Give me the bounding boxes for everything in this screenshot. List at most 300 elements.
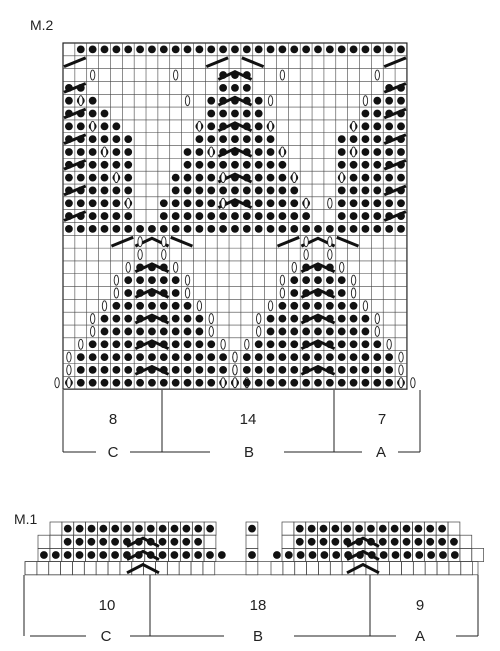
purl-dot [207,379,215,387]
yarn-over-symbol [126,262,130,272]
purl-dot [206,551,214,559]
purl-dot [172,353,180,361]
purl-dot [195,199,203,207]
purl-dot [373,110,381,118]
purl-dot [362,353,370,361]
purl-dot [112,46,120,54]
yarn-over-symbol [399,365,403,375]
yarn-over-symbol [233,365,237,375]
purl-dot [160,302,168,310]
purl-dot [182,538,190,546]
purl-dot [279,174,287,182]
purl-dot [308,525,316,533]
purl-dot [182,551,190,559]
purl-dot [76,525,84,533]
purl-dot [89,340,97,348]
purl-dot [172,225,180,233]
purl-dot [65,97,73,105]
purl-dot [136,276,144,284]
purl-dot [338,161,346,169]
yarn-over-symbol [351,147,355,157]
purl-dot [314,379,322,387]
purl-dot [219,84,227,92]
purl-dot [279,302,287,310]
double-decrease-symbol [127,551,159,559]
purl-dot [373,379,381,387]
purl-dot [184,161,192,169]
purl-dot [326,379,334,387]
purl-dot [331,525,339,533]
purl-dot [255,379,263,387]
purl-dot [89,199,97,207]
purl-dot [267,328,275,336]
purl-dot [124,315,132,323]
purl-dot [207,353,215,361]
yarn-over-symbol [102,147,106,157]
purl-dot [255,135,263,143]
purl-dot [255,212,263,220]
purl-dot [338,289,346,297]
purl-dot [195,328,203,336]
purl-dot [392,551,400,559]
purl-dot [77,225,85,233]
yarn-over-symbol [173,70,177,80]
purl-dot [373,46,381,54]
yarn-over-symbol [185,288,189,298]
purl-dot [124,46,132,54]
purl-dot [148,276,156,284]
grid-cell [84,562,96,575]
purl-dot [219,187,227,195]
purl-dot [99,551,107,559]
purl-dot [89,174,97,182]
purl-dot [296,525,304,533]
purl-dot [184,302,192,310]
purl-dot [391,538,399,546]
purl-dot [184,353,192,361]
purl-dot [338,379,346,387]
purl-dot [379,525,387,533]
purl-dot [112,328,120,336]
purl-dot [362,46,370,54]
purl-dot [331,538,339,546]
m1-section-b: B [252,628,264,645]
purl-dot [231,84,239,92]
purl-dot [124,289,132,297]
purl-dot [148,353,156,361]
purl-dot [101,315,109,323]
purl-dot [362,315,370,323]
purl-dot [194,538,202,546]
purl-dot [273,551,281,559]
purl-dot [279,379,287,387]
purl-dot [219,353,227,361]
grid-cell [390,562,402,575]
purl-dot [207,97,215,105]
grid-cell [108,562,120,575]
yarn-over-symbol [185,275,189,285]
purl-dot [243,366,251,374]
purl-dot [385,148,393,156]
yarn-over-symbol [67,352,71,362]
purl-dot [112,302,120,310]
grid-cell [25,562,478,575]
purl-dot [148,302,156,310]
purl-dot [362,135,370,143]
yarn-over-symbol [221,378,225,388]
yarn-over-symbol [55,378,59,388]
purl-dot [99,525,107,533]
grid-cell [203,562,215,575]
purl-dot [343,525,351,533]
m2-section-c: C [107,444,119,461]
purl-dot [124,379,132,387]
purl-dot [350,302,358,310]
purl-dot [290,315,298,323]
purl-dot [243,84,251,92]
purl-dot [350,366,358,374]
purl-dot [87,551,95,559]
yarn-over-symbol [375,326,379,336]
yarn-over-symbol [221,198,225,208]
purl-dot [172,212,180,220]
purl-dot [267,315,275,323]
purl-dot [101,225,109,233]
purl-dot [267,225,275,233]
purl-dot [219,161,227,169]
purl-dot [255,340,263,348]
purl-dot [195,135,203,143]
purl-dot [309,551,317,559]
purl-dot [362,379,370,387]
purl-dot [350,212,358,220]
grid-cell [437,562,449,575]
yarn-over-symbol [328,198,332,208]
purl-dot [101,340,109,348]
grid-cell [271,562,283,575]
purl-dot [77,148,85,156]
yarn-over-symbol [399,378,403,388]
purl-dot [362,199,370,207]
purl-dot [101,353,109,361]
purl-dot [77,174,85,182]
purl-dot [77,199,85,207]
grid-cell [472,548,484,561]
purl-dot [373,148,381,156]
yarn-over-symbol [102,301,106,311]
purl-dot [136,328,144,336]
purl-dot [350,328,358,336]
yarn-over-symbol [114,275,118,285]
purl-dot [355,525,363,533]
purl-dot [65,122,73,130]
purl-dot [89,353,97,361]
purl-dot [290,328,298,336]
purl-dot [184,340,192,348]
purl-dot [195,366,203,374]
purl-dot [195,225,203,233]
purl-dot [112,135,120,143]
purl-dot [397,225,405,233]
purl-dot [279,161,287,169]
purl-dot [302,353,310,361]
purl-dot [64,538,72,546]
yarn-over-symbol [292,262,296,272]
yarn-over-symbol [126,198,130,208]
purl-dot [285,551,293,559]
purl-dot [403,525,411,533]
purl-dot [172,276,180,284]
purl-dot [112,122,120,130]
purl-dot [89,161,97,169]
purl-dot [172,289,180,297]
yarn-over-symbol [90,70,94,80]
purl-dot [124,340,132,348]
purl-dot [89,225,97,233]
purl-dot [373,174,381,182]
purl-dot [362,174,370,182]
yarn-over-symbol [221,339,225,349]
grid-cell [330,562,342,575]
purl-dot [124,174,132,182]
purl-dot [207,340,215,348]
purl-dot [338,328,346,336]
purl-dot [362,187,370,195]
yarn-over-symbol [280,147,284,157]
yarn-over-symbol [114,288,118,298]
purl-dot [243,46,251,54]
purl-dot [338,187,346,195]
purl-dot [373,135,381,143]
purl-dot [350,199,358,207]
purl-dot [170,538,178,546]
purl-dot [172,328,180,336]
purl-dot [362,328,370,336]
purl-dot [267,148,275,156]
purl-dot [219,46,227,54]
purl-dot [279,199,287,207]
purl-dot [350,225,358,233]
purl-dot [182,525,190,533]
purl-dot [338,276,346,284]
grid-cell [49,562,61,575]
purl-dot [160,46,168,54]
grid-cell [413,562,425,575]
grid-cell [96,562,108,575]
purl-dot [255,161,263,169]
purl-dot [207,161,215,169]
purl-dot [160,212,168,220]
purl-dot [373,353,381,361]
purl-dot [88,525,96,533]
purl-dot [314,276,322,284]
purl-dot [77,379,85,387]
grid-cell [246,535,258,548]
purl-dot [296,538,304,546]
grid-cell [460,535,472,548]
yarn-over-symbol [351,288,355,298]
yarn-over-symbol [280,288,284,298]
yarn-over-symbol [328,250,332,260]
purl-dot [184,315,192,323]
purl-dot [148,379,156,387]
purl-dot [171,525,179,533]
grid-cell [61,562,73,575]
purl-dot [184,328,192,336]
purl-dot [397,174,405,182]
purl-dot [314,225,322,233]
yarn-over-symbol [67,378,71,388]
purl-dot [302,302,310,310]
yarn-over-symbol [411,378,415,388]
purl-dot [124,212,132,220]
purl-dot [248,525,256,533]
purl-dot [248,551,256,559]
purl-dot [373,161,381,169]
yarn-over-symbol [197,121,201,131]
purl-dot [450,538,458,546]
m1-section-c: C [100,628,112,645]
purl-dot [101,135,109,143]
purl-dot [194,525,202,533]
yarn-over-symbol [280,275,284,285]
purl-dot [124,161,132,169]
purl-dot [350,46,358,54]
purl-dot [290,225,298,233]
purl-dot [267,199,275,207]
purl-dot [159,538,167,546]
yarn-over-symbol [67,365,71,375]
purl-dot [64,551,72,559]
yarn-over-symbol [90,314,94,324]
yarn-over-symbol [138,250,142,260]
purl-dot [243,110,251,118]
purl-dot [290,366,298,374]
purl-dot [279,225,287,233]
purl-dot [267,379,275,387]
purl-dot [267,353,275,361]
purl-dot [350,174,358,182]
purl-dot [255,46,263,54]
purl-dot [219,212,227,220]
purl-dot [172,315,180,323]
yarn-over-symbol [387,339,391,349]
purl-dot [101,366,109,374]
purl-dot [362,366,370,374]
grid-cell [72,562,84,575]
purl-dot [207,46,215,54]
purl-dot [297,551,305,559]
purl-dot [89,46,97,54]
purl-dot [255,97,263,105]
purl-dot [76,551,84,559]
purl-dot [326,276,334,284]
grid-cell [460,548,472,561]
double-decrease-symbol [347,538,379,546]
m1-section-a: A [414,628,426,645]
purl-dot [403,551,411,559]
purl-dot [338,135,346,143]
purl-dot [362,340,370,348]
yarn-over-symbol [197,301,201,311]
purl-dot [184,174,192,182]
purl-dot [218,551,226,559]
purl-dot [243,379,251,387]
grid-cell [167,562,179,575]
purl-dot [385,174,393,182]
purl-dot [124,302,132,310]
purl-dot [124,225,132,233]
purl-dot [195,46,203,54]
purl-dot [101,328,109,336]
purl-dot [279,340,287,348]
purl-dot [89,135,97,143]
m2-section-a: A [375,444,387,461]
purl-dot [350,187,358,195]
purl-dot [231,110,239,118]
yarn-over-symbol [209,314,213,324]
purl-dot [426,538,434,546]
purl-dot [255,225,263,233]
purl-dot [112,161,120,169]
purl-dot [207,122,215,130]
purl-dot [148,328,156,336]
purl-dot [279,212,287,220]
purl-dot [290,353,298,361]
purl-dot [206,525,214,533]
purl-dot [385,225,393,233]
purl-dot [124,187,132,195]
purl-dot [426,525,434,533]
purl-dot [362,148,370,156]
double-decrease-symbol [347,565,379,573]
grid-cell [318,562,330,575]
purl-dot [207,174,215,182]
purl-dot [136,302,144,310]
purl-dot [172,199,180,207]
purl-dot [243,353,251,361]
purl-dot [255,122,263,130]
yarn-over-symbol [173,262,177,272]
purl-dot [89,187,97,195]
purl-dot [290,212,298,220]
purl-dot [350,135,358,143]
purl-dot [326,46,334,54]
purl-dot [338,302,346,310]
purl-dot [160,328,168,336]
purl-dot [40,551,48,559]
purl-dot [89,110,97,118]
purl-dot [76,538,84,546]
purl-dot [267,135,275,143]
purl-dot [338,148,346,156]
purl-dot [195,212,203,220]
purl-dot [302,46,310,54]
purl-dot [231,187,239,195]
purl-dot [255,366,263,374]
purl-dot [111,551,119,559]
purl-dot [184,148,192,156]
purl-dot [160,199,168,207]
purl-dot [172,340,180,348]
yarn-over-symbol [233,378,237,388]
purl-dot [172,174,180,182]
purl-dot [112,315,120,323]
purl-dot [267,46,275,54]
purl-dot [101,110,109,118]
purl-dot [320,551,328,559]
purl-dot [111,538,119,546]
